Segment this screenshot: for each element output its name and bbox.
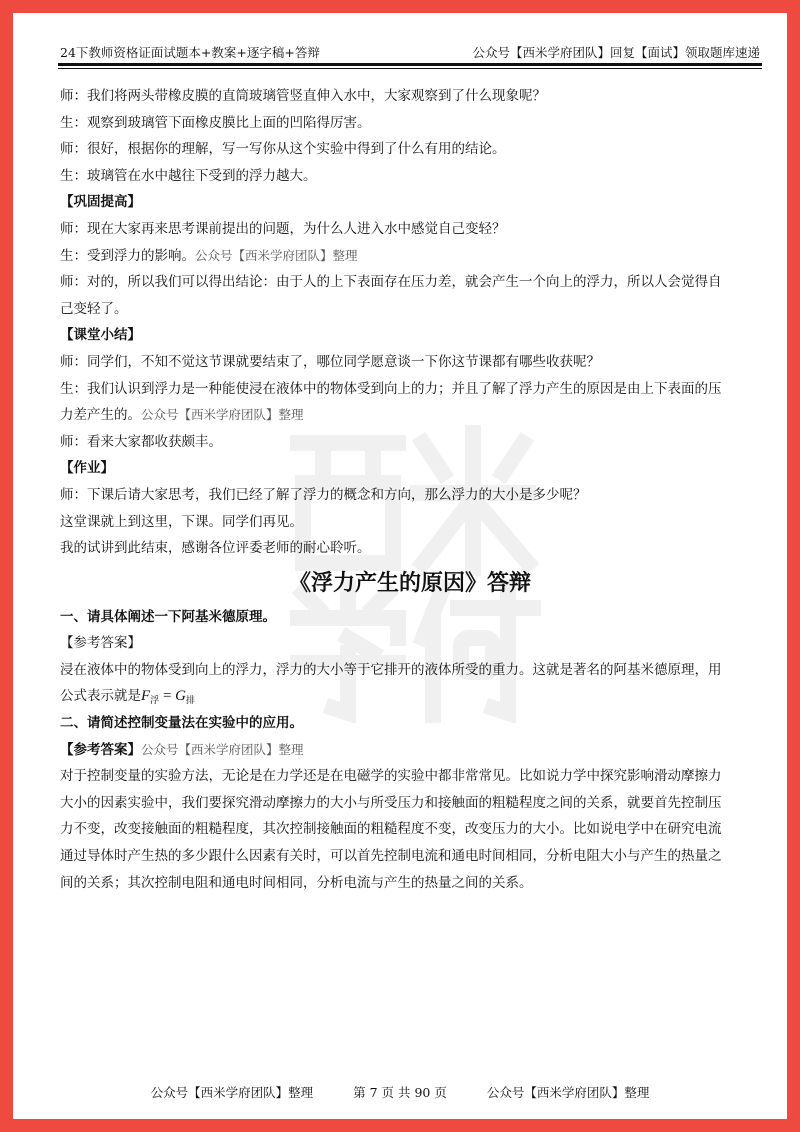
section-title: 《浮力产生的原因》答辩 — [288, 569, 531, 596]
header-left: 24下教师资格证面试题本+教案+逐字稿+答辩 — [60, 45, 320, 60]
source-note: 公众号【西米学府团队】整理 — [141, 741, 304, 757]
line-text: 【巩固提高】 — [60, 194, 141, 211]
text-line — [60, 163, 760, 190]
line-text: 师：看来大家都收获颇丰。 — [60, 433, 222, 450]
text-line — [60, 604, 760, 631]
header-rule-thin — [58, 68, 762, 69]
line-text: 我的试讲到此结束，感谢各位评委老师的耐心聆听。 — [60, 540, 371, 557]
formula — [141, 688, 195, 704]
text-line — [60, 816, 760, 843]
line-text: 浸在液体中的物体受到向上的浮力，浮力的大小等于它排开的液体所受的重力。这就是著名的阿基米德原理，用 — [60, 661, 722, 678]
footer-right: 公众号【西米学府团队】整理 — [486, 1085, 650, 1100]
text-line — [60, 83, 760, 110]
text-line — [60, 870, 760, 897]
text-line — [60, 710, 760, 737]
formula-g-sub: 排 — [186, 695, 196, 706]
text-line — [60, 402, 760, 429]
text-line — [60, 136, 760, 163]
line-text: 大小的因素实验中，我们要探究滑动摩擦力的大小与所受压力和接触面的粗糙程度之间的关系，就要首先控制压 — [60, 794, 722, 811]
text-line — [60, 269, 760, 296]
line-text: 【参考答案】 — [60, 741, 141, 758]
text-line — [60, 322, 760, 349]
line-text: 生：观察到玻璃管下面橡皮膜比上面的凹陷得厉害。 — [60, 114, 371, 131]
text-line — [60, 349, 760, 376]
line-text: 【参考答案】 — [60, 635, 141, 652]
line-text: 间的关系；其次控制电阻和通电时间相同，分析电流与产生的热量之间的关系。 — [60, 874, 533, 891]
text-line — [60, 763, 760, 790]
page-header — [60, 43, 760, 61]
text-line — [60, 455, 760, 482]
text-line — [60, 482, 760, 509]
line-text: 师：对的，所以我们可以得出结论：由于人的上下表面存在压力差，就会产生一个向上的浮力，所以人会觉得自 — [60, 274, 722, 291]
source-note: 公众号【西米学府团队】整理 — [141, 407, 304, 423]
line-text: 生：玻璃管在水中越往下受到的浮力越大。 — [60, 167, 317, 184]
text-line — [60, 657, 760, 684]
formula-f-sub: 浮 — [150, 695, 160, 706]
text-line — [60, 737, 760, 764]
text-line — [60, 243, 760, 270]
line-text: 力不变，改变接触面的粗糙程度，其次控制接触面的粗糙程度不变，改变压力的大小。比如说电学中在研究电流 — [60, 821, 722, 838]
text-line — [60, 296, 760, 323]
line-text: 这堂课就上到这里，下课。同学们再见。 — [60, 513, 303, 530]
text-line — [60, 683, 760, 710]
header-rule — [58, 63, 762, 66]
page-number: 第 7 页 共 90 页 — [353, 1085, 447, 1100]
text-line — [60, 110, 760, 137]
line-text: 二、请简述控制变量法在实验中的应用。 — [60, 715, 303, 732]
line-text: 公式表示就是 — [60, 688, 141, 705]
line-text: 【作业】 — [60, 460, 114, 477]
text-line — [60, 790, 760, 817]
text-line — [60, 630, 760, 657]
header-right: 公众号【西米学府团队】回复【面试】领取题库速递 — [472, 45, 760, 60]
line-text: 一、请具体阐述一下阿基米德原理。 — [60, 608, 276, 625]
line-text: 对于控制变量的实验方法，无论是在力学还是在电磁学的实验中都非常常见。比如说力学中探究影响滑动摩擦力 — [60, 768, 722, 785]
line-text: 生：受到浮力的影响。 — [60, 247, 195, 264]
formula-f: F — [141, 688, 151, 705]
line-text: 通过导体时产生热的多少跟什么因素有关时，可以首先控制电流和通电时间相同，分析电阻大小与产生的热量之 — [60, 848, 722, 865]
line-text: 师：现在大家再来思考课前提出的问题，为什么人进入水中感觉自己变轻？ — [60, 220, 506, 237]
footer-left: 公众号【西米学府团队】整理 — [150, 1085, 314, 1100]
line-text: 【课堂小结】 — [60, 327, 141, 344]
text-line — [60, 376, 760, 403]
text-line — [60, 843, 760, 870]
line-text: 师：我们将两头带橡皮膜的直筒玻璃管竖直伸入水中，大家观察到了什么现象呢？ — [60, 88, 546, 104]
page-footer — [13, 1083, 787, 1101]
formula-g: G — [175, 688, 186, 705]
line-text: 师：同学们，不知不觉这节课就要结束了，哪位同学愿意谈一下你这节课都有哪些收获呢？ — [60, 353, 600, 370]
text-line — [60, 189, 760, 216]
source-note: 公众号【西米学府团队】整理 — [195, 247, 358, 263]
line-text: 生：我们认识到浮力是一种能使浸在液体中的物体受到向上的力；并且了解了浮力产生的原因是由上下表面的压 — [60, 380, 722, 397]
line-text: 师：下课后请大家思考，我们已经了解了浮力的概念和方向，那么浮力的大小是多少呢？ — [60, 486, 587, 503]
document-page — [13, 13, 787, 1119]
text-line — [60, 509, 760, 536]
text-line — [60, 216, 760, 243]
text-line — [60, 535, 760, 562]
formula-eq: = — [159, 688, 176, 705]
line-text: 师：很好，根据你的理解，写一写你从这个实验中得到了什么有用的结论。 — [60, 141, 506, 158]
text-line — [60, 429, 760, 456]
line-text: 力差产生的。 — [60, 407, 141, 424]
document-body — [60, 83, 760, 896]
line-text: 己变轻了。 — [60, 300, 128, 317]
